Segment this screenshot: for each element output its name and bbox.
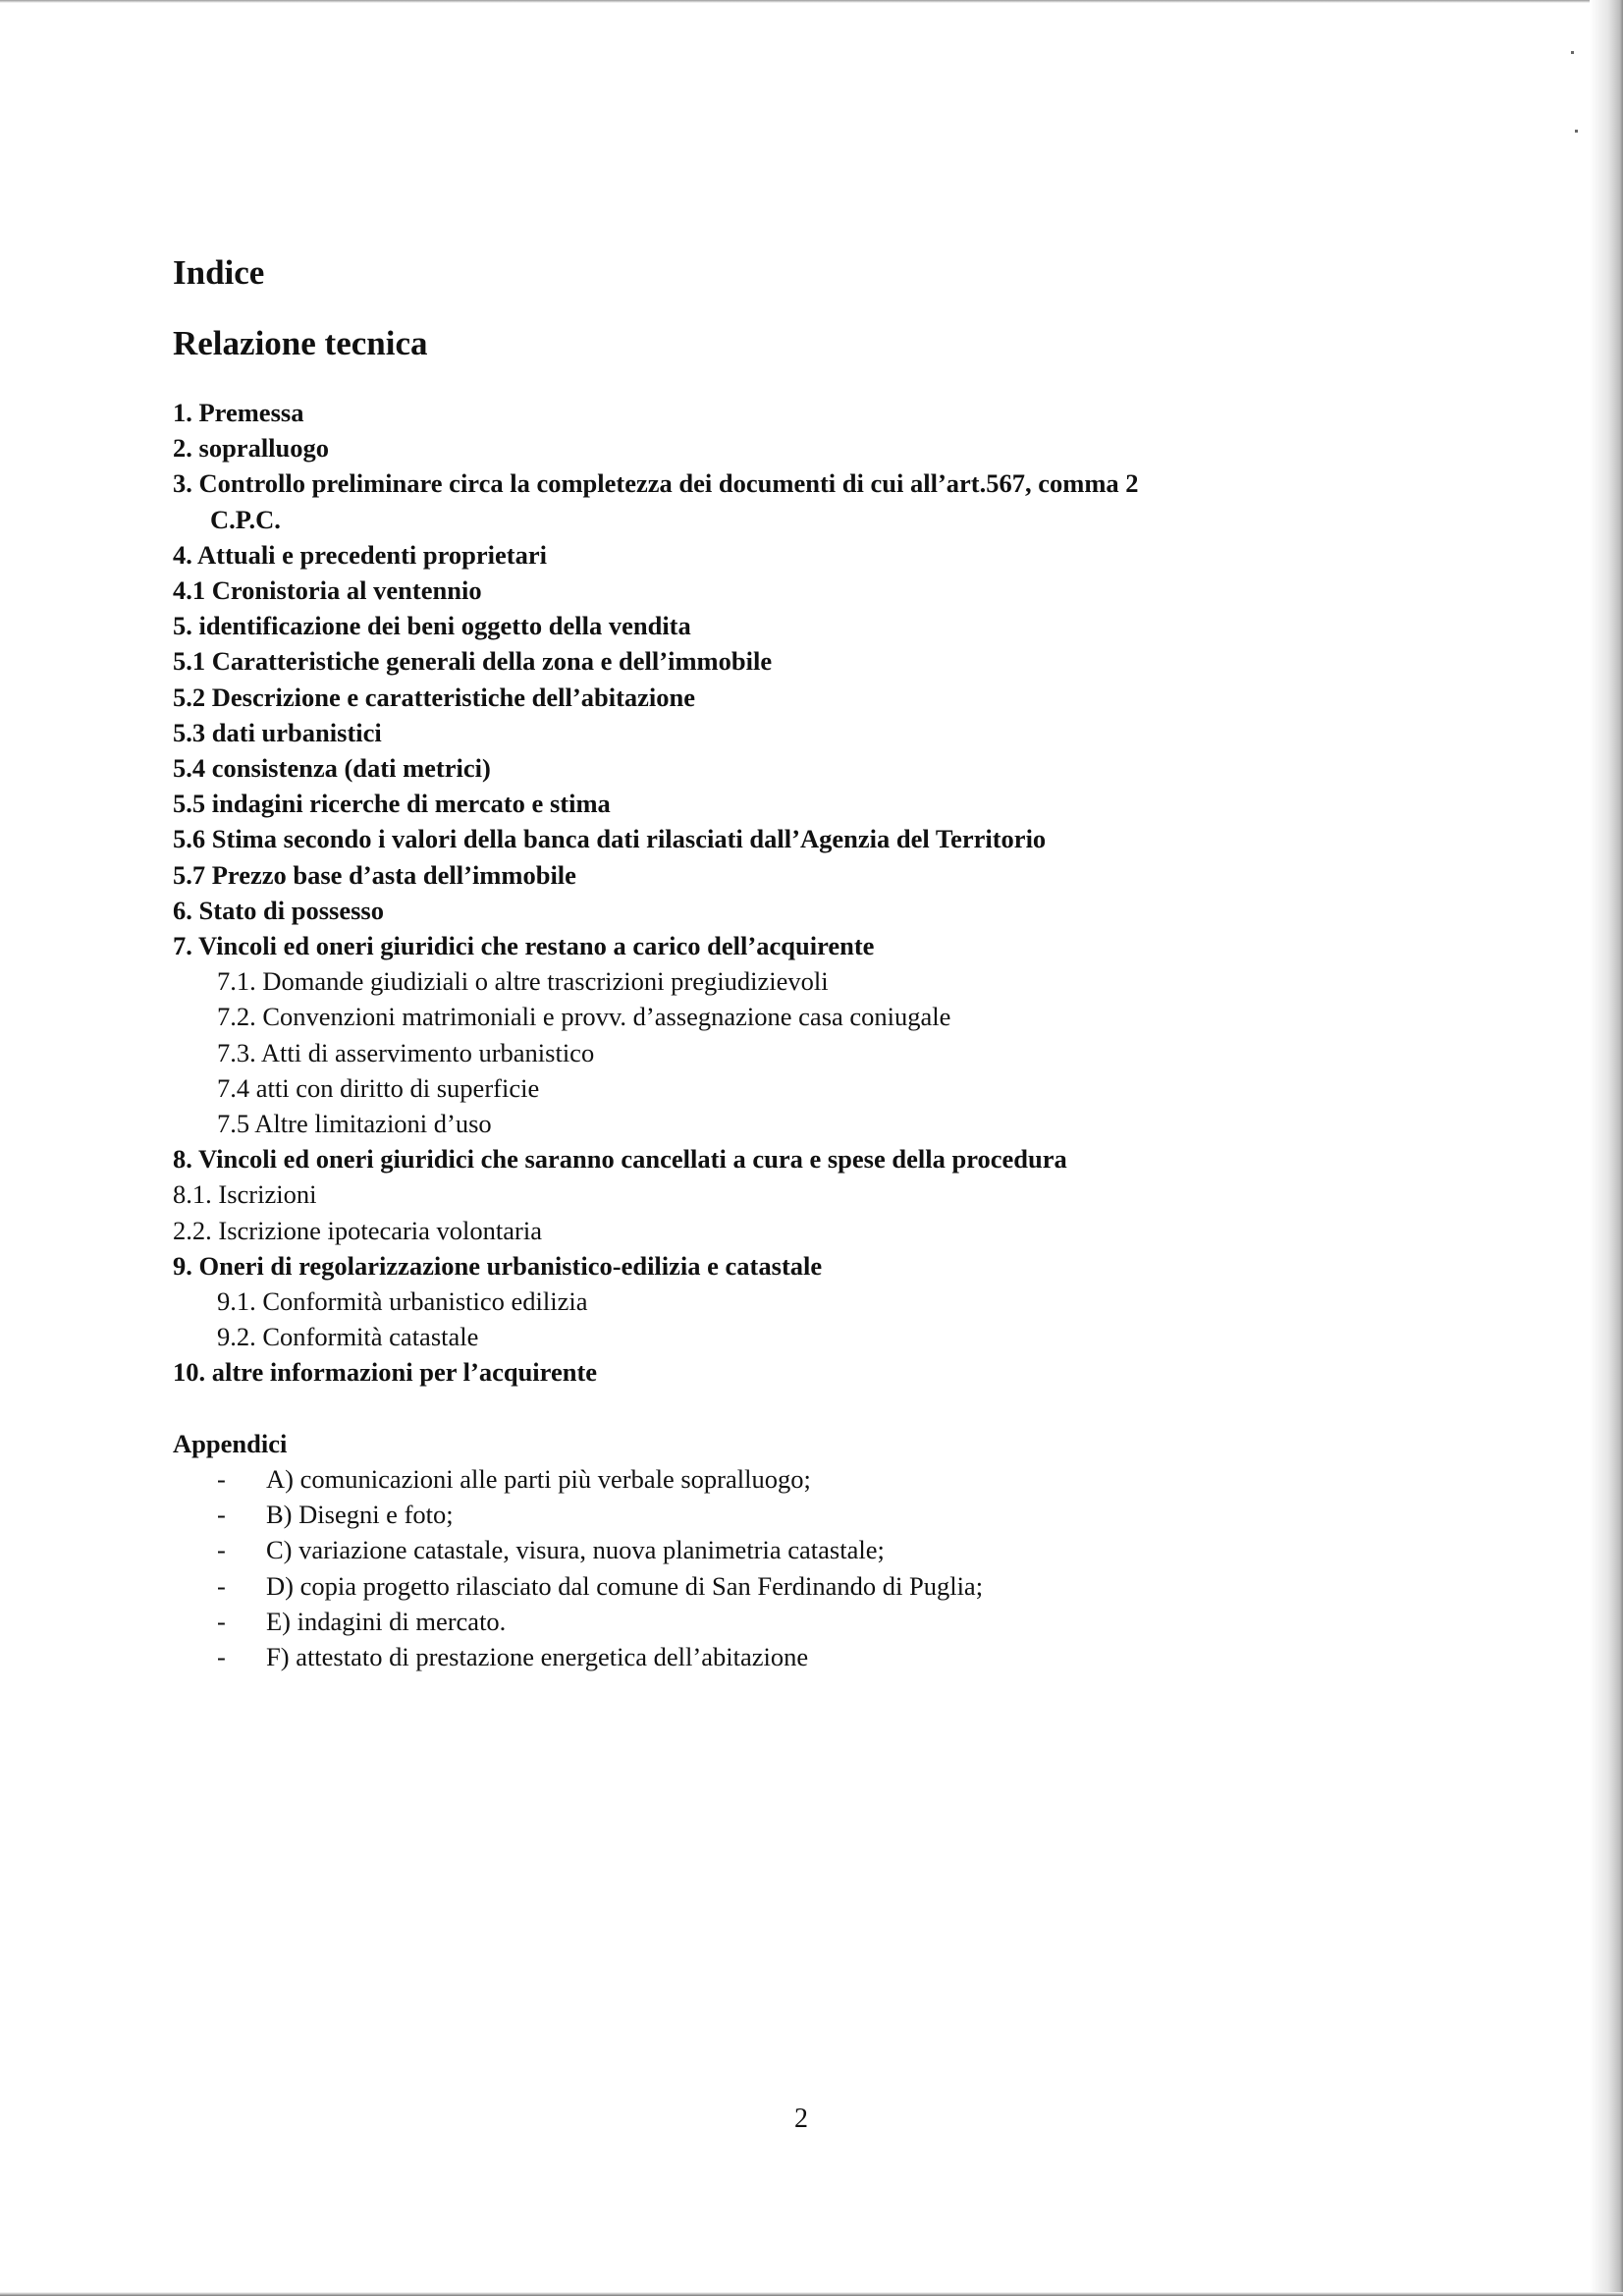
toc-entry: 4. Attuali e precedenti proprietari [173,539,548,570]
appendix-item [173,1461,1449,1497]
table-of-contents [173,395,1449,1391]
toc-entry: 7.4 atti con diritto di superficie [217,1072,540,1103]
appendix-item-text: B) Disegni e foto; [266,1500,454,1530]
toc-entry: 5. identificazione dei beni oggetto della vendita [173,611,691,641]
list-dash: - [217,1500,226,1530]
section-title: Relazione tecnica [173,324,428,362]
toc-entry: 7.1. Domande giudiziali o altre trascrizioni pregiudizievoli [217,966,829,997]
toc-entry: 10. altre informazioni per l’acquirente [173,1357,598,1388]
toc-entry: 5.4 consistenza (dati metrici) [173,753,491,784]
appendix-item [173,1639,1449,1674]
toc-entry: 9.1. Conformità urbanistico edilizia [217,1286,588,1317]
scan-edge-top [0,0,1623,3]
list-dash: - [217,1535,226,1565]
appendix-item-text: A) comunicazioni alle parti più verbale sopralluogo; [266,1463,811,1494]
toc-entry: 3. Controllo preliminare circa la completezza dei documenti di cui all’art.567, comma 2 [173,468,1139,499]
scan-edge-bottom [0,2292,1623,2296]
page-number: 2 [794,2104,808,2134]
toc-entry: 5.1 Caratteristiche generali della zona e dell’immobile [173,646,773,677]
appendix-item-text: E) indagini di mercato. [266,1606,507,1636]
list-dash: - [217,1570,226,1601]
toc-entry: 2.2. Iscrizione ipotecaria volontaria [173,1215,542,1245]
toc-entry: 5.3 dati urbanistici [173,717,382,747]
document-content [173,247,1449,1674]
toc-entry: 9. Oneri di regolarizzazione urbanistico-edilizia e catastale [173,1250,823,1281]
scan-edge-right [1590,0,1623,2296]
toc-entry: 7.5 Altre limitazioni d’uso [217,1109,492,1139]
toc-entry: 5.7 Prezzo base d’asta dell’immobile [173,859,576,890]
toc-entry: 6. Stato di possesso [173,895,384,925]
index-title: Indice [173,253,265,292]
toc-entry: 7. Vincoli ed oneri giuridici che restano a carico dell’acquirente [173,931,875,961]
appendix-item [173,1568,1449,1604]
list-dash: - [217,1606,226,1636]
toc-entry: 8. Vincoli ed oneri giuridici che saranno cancellati a cura e spese della procedura [173,1144,1067,1175]
appendix-list [173,1461,1449,1674]
toc-entry: 5.6 Stima secondo i valori della banca dati rilasciati dall’Agenzia del Territorio [173,824,1047,854]
appendix-item [173,1604,1449,1639]
scan-speck [1571,51,1574,54]
toc-entry: C.P.C. [210,504,281,534]
toc-entry: 4.1 Cronistoria al ventennio [173,575,482,606]
appendix-item-text: C) variazione catastale, visura, nuova planimetria catastale; [266,1535,885,1565]
toc-entry: 8.1. Iscrizioni [173,1179,317,1210]
toc-entry: 1. Premessa [173,398,304,427]
toc-entry: 5.5 indagini ricerche di mercato e stima [173,789,611,819]
appendix-item-text: F) attestato di prestazione energetica dell’abitazione [266,1641,809,1671]
appendix-item-text: D) copia progetto rilasciato dal comune di San Ferdinando di Puglia; [266,1570,984,1601]
appendix-item [173,1497,1449,1532]
toc-entry: 5.2 Descrizione e caratteristiche dell’abitazione [173,682,696,712]
toc-entry: 2. sopralluogo [173,433,330,464]
toc-entry: 7.3. Atti di asservimento urbanistico [217,1037,595,1067]
toc-entry: 9.2. Conformità catastale [217,1322,479,1352]
list-dash: - [217,1641,226,1671]
toc-entry: 7.2. Convenzioni matrimoniali e provv. d’assegnazione casa coniugale [217,1002,951,1032]
scan-speck [1575,130,1578,133]
appendix-title: Appendici [173,1428,288,1458]
list-dash: - [217,1463,226,1494]
appendix-item [173,1532,1449,1567]
